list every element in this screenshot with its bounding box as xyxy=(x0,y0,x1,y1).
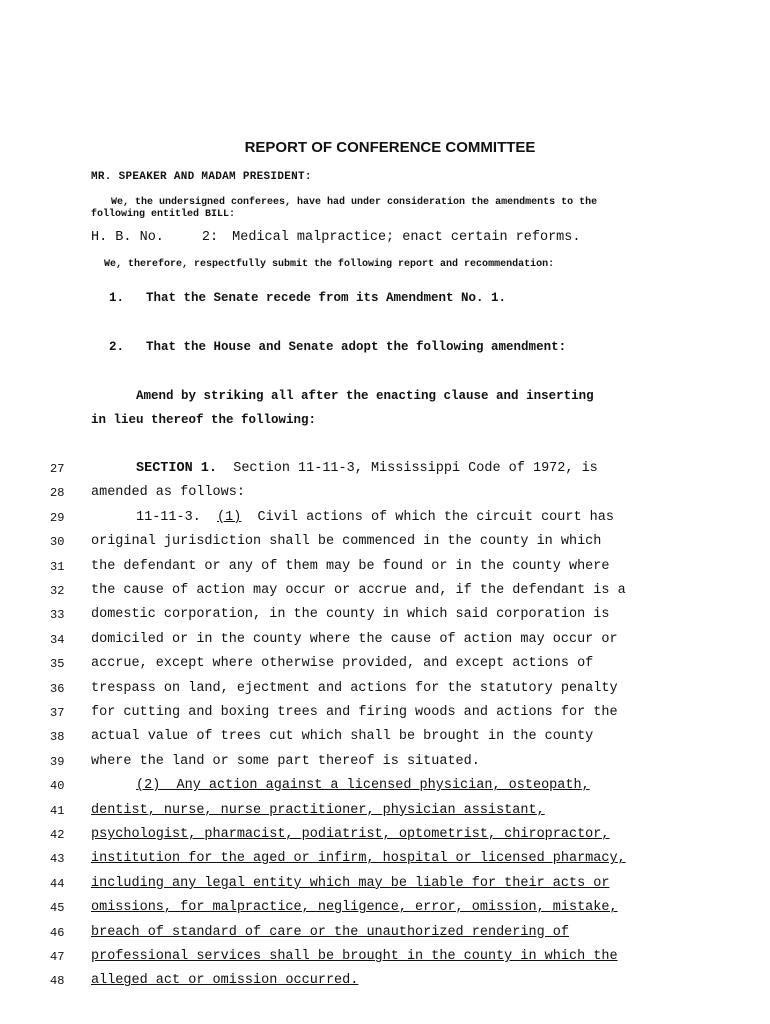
text-line xyxy=(91,656,593,671)
text-line xyxy=(91,827,609,842)
text-segment: 11-11-3. xyxy=(136,509,218,525)
line-number: 44 xyxy=(50,876,65,891)
line-number: 45 xyxy=(50,901,65,916)
line-number: 29 xyxy=(50,510,65,525)
line-number: 41 xyxy=(50,803,65,818)
text-line xyxy=(91,681,618,696)
text-segment: trespass on land, ejectment and actions for the statutory penalty xyxy=(91,680,618,696)
salutation: MR. SPEAKER AND MADAM PRESIDENT: xyxy=(91,171,312,183)
text-segment: SECTION 1. xyxy=(136,461,218,476)
amend-line-1: Amend by striking all after the enacting clause and inserting xyxy=(136,389,594,403)
line-number: 47 xyxy=(50,950,65,964)
line-number: 33 xyxy=(50,608,65,623)
text-line xyxy=(91,632,618,647)
text-line xyxy=(91,876,609,891)
text-segment: actual value of trees cut which shall be brought in the county xyxy=(91,729,594,745)
text-segment: (1) xyxy=(217,509,242,525)
line-number: 27 xyxy=(50,462,65,476)
text-line xyxy=(91,925,569,940)
intro-line-2: following entitled BILL: xyxy=(91,209,236,220)
line-number: 42 xyxy=(50,828,65,842)
text-segment: institution for the aged or infirm, hospital or licensed pharmacy, xyxy=(91,851,626,867)
amend-line-2: in lieu thereof the following: xyxy=(91,413,317,427)
text-line xyxy=(136,778,590,793)
line-number: 40 xyxy=(50,779,65,794)
text-line xyxy=(91,729,593,744)
bill-subject: Medical malpractice; enact certain reforms. xyxy=(232,230,581,245)
text-segment: the cause of action may occur or accrue and, if the defendant is a xyxy=(91,583,626,598)
text-segment: (2) Any action against a licensed physician, osteopath, xyxy=(136,778,590,794)
recommendation-1-number: 1. xyxy=(109,291,125,305)
recommendation-2-number: 2. xyxy=(109,340,125,354)
text-segment: dentist, nurse, nurse practitioner, physician assistant, xyxy=(91,802,545,818)
line-number: 31 xyxy=(50,559,65,574)
bill-prefix: H. B. No. xyxy=(91,230,164,245)
line-number: 38 xyxy=(50,730,65,745)
submit-line: We, therefore, respectfully submit the following report and recommendation: xyxy=(104,259,555,270)
text-segment: professional services shall be brought in the county in which the xyxy=(91,949,618,964)
text-line xyxy=(136,461,598,476)
text-line xyxy=(91,803,545,818)
text-line xyxy=(91,534,601,549)
line-number: 28 xyxy=(50,486,65,501)
text-segment: domiciled or in the county where the cause of action may occur or xyxy=(91,631,618,647)
text-line xyxy=(91,485,245,500)
text-line xyxy=(91,583,626,598)
text-segment: amended as follows: xyxy=(91,485,245,501)
line-number: 43 xyxy=(50,852,65,867)
text-line xyxy=(136,510,614,525)
text-line xyxy=(91,949,618,964)
text-line xyxy=(91,973,358,988)
recommendation-2-text: That the House and Senate adopt the following amendment: xyxy=(146,340,567,354)
text-line xyxy=(91,900,618,915)
text-segment: for cutting and boxing trees and firing woods and actions for the xyxy=(91,705,618,720)
text-segment: including any legal entity which may be liable for their acts or xyxy=(91,875,610,891)
text-segment: domestic corporation, in the county in which said corporation is xyxy=(91,607,610,623)
line-number: 34 xyxy=(50,632,65,647)
text-segment: omissions, for malpractice, negligence, error, omission, mistake, xyxy=(91,900,618,916)
line-number: 46 xyxy=(50,925,65,940)
report-title: REPORT OF CONFERENCE COMMITTEE xyxy=(244,139,536,156)
line-number: 32 xyxy=(50,584,65,598)
text-segment: original jurisdiction shall be commenced in the county in which xyxy=(91,534,602,550)
line-number: 37 xyxy=(50,706,65,720)
line-number: 48 xyxy=(50,974,65,989)
intro-line-1: We, the undersigned conferees, have had under consideration the amendments to the xyxy=(111,197,598,208)
text-segment: Civil actions of which the circuit court has xyxy=(241,509,614,525)
line-number: 30 xyxy=(50,535,65,550)
text-line xyxy=(91,851,626,866)
line-number: 35 xyxy=(50,657,65,672)
text-segment: the defendant or any of them may be found or in the county where xyxy=(91,558,610,574)
line-number: 39 xyxy=(50,754,65,769)
bill-line xyxy=(91,230,580,245)
recommendation-1-text: That the Senate recede from its Amendment No. 1. xyxy=(146,291,507,305)
text-line xyxy=(91,754,480,769)
text-segment: psychologist, pharmacist, podiatrist, optometrist, chiropractor, xyxy=(91,827,610,842)
text-segment: alleged act or omission occurred. xyxy=(91,973,359,989)
line-number: 36 xyxy=(50,681,65,696)
text-segment: where the land or some part thereof is situated. xyxy=(91,753,480,769)
text-segment: accrue, except where otherwise provided, and except actions of xyxy=(91,656,594,672)
text-segment: breach of standard of care or the unauthorized rendering of xyxy=(91,924,569,940)
text-line xyxy=(91,607,609,622)
text-segment: Section 11-11-3, Mississippi Code of 1972, is xyxy=(217,461,598,476)
text-line xyxy=(91,705,618,720)
bill-number: 2: xyxy=(201,230,219,245)
text-line xyxy=(91,559,609,574)
